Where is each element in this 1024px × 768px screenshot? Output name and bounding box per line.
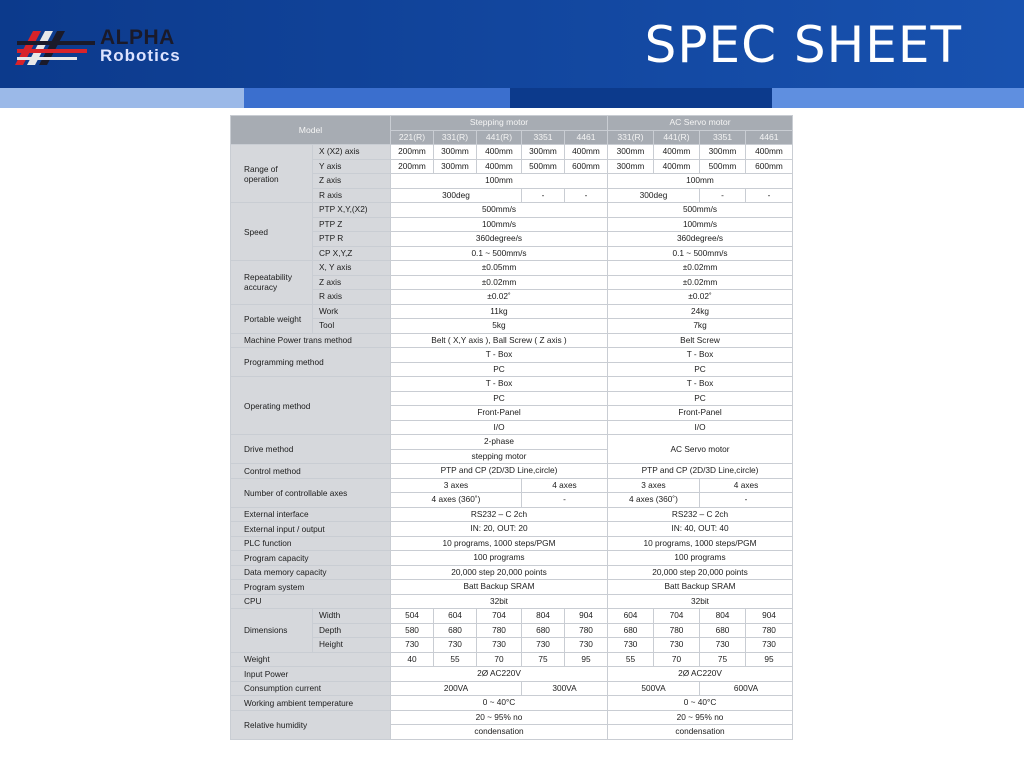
stepping-motor-header: Stepping motor	[391, 116, 608, 131]
category-label: External interface	[231, 507, 391, 522]
table-cell: 300deg	[608, 188, 700, 203]
table-cell: -	[522, 493, 608, 508]
category-label: Weight	[231, 652, 391, 667]
table-cell: 400mm	[565, 145, 608, 160]
header-band-2	[244, 88, 510, 108]
model-name: 221(R)	[391, 130, 434, 145]
table-cell: 300mm	[608, 145, 654, 160]
page-title: SPEC SHEET	[644, 16, 962, 74]
table-cell: -	[746, 188, 793, 203]
sub-label: X (X2) axis	[313, 145, 391, 160]
table-cell: 0.1 ~ 500mm/s	[608, 246, 793, 261]
table-cell: 804	[522, 609, 565, 624]
table-cell: condensation	[608, 725, 793, 740]
table-row	[231, 478, 793, 493]
table-row	[231, 348, 793, 363]
brand-name	[100, 26, 220, 65]
table-row	[231, 188, 793, 203]
table-row	[231, 261, 793, 276]
table-cell: 730	[746, 638, 793, 653]
table-cell: 730	[700, 638, 746, 653]
category-label: CPU	[231, 594, 391, 609]
category-label: Program system	[231, 580, 391, 595]
table-cell: 300mm	[522, 145, 565, 160]
table-cell: 704	[477, 609, 522, 624]
table-cell: 730	[391, 638, 434, 653]
table-cell: 730	[654, 638, 700, 653]
table-cell: 600mm	[746, 159, 793, 174]
category-label: Control method	[231, 464, 391, 479]
table-cell: 70	[477, 652, 522, 667]
sub-label: R axis	[313, 290, 391, 305]
table-cell: Front-Panel	[391, 406, 608, 421]
table-row	[231, 609, 793, 624]
sub-label: Tool	[313, 319, 391, 334]
table-row	[231, 652, 793, 667]
table-cell: 75	[700, 652, 746, 667]
table-cell: 200VA	[391, 681, 522, 696]
table-cell: 200mm	[391, 159, 434, 174]
category-label: Programming method	[231, 348, 391, 377]
table-cell: 4 axes (360˚)	[608, 493, 700, 508]
sub-label: Depth	[313, 623, 391, 638]
table-row	[231, 116, 793, 131]
table-cell: 3 axes	[391, 478, 522, 493]
table-cell: 360degree/s	[391, 232, 608, 247]
table-cell: 580	[391, 623, 434, 638]
model-name: 4461	[565, 130, 608, 145]
table-row	[231, 696, 793, 711]
table-cell: 904	[746, 609, 793, 624]
table-cell: 500mm	[700, 159, 746, 174]
sub-label: X, Y axis	[313, 261, 391, 276]
table-cell: 100mm/s	[391, 217, 608, 232]
table-cell: ±0.02mm	[608, 275, 793, 290]
table-cell: 55	[608, 652, 654, 667]
category-label: Data memory capacity	[231, 565, 391, 580]
model-header: Model	[231, 116, 391, 145]
header-band-4	[772, 88, 1024, 108]
table-cell: PC	[608, 362, 793, 377]
table-cell: 680	[608, 623, 654, 638]
table-cell: 780	[477, 623, 522, 638]
table-cell: 20 ~ 95% no	[608, 710, 793, 725]
table-cell: ±0.02˚	[391, 290, 608, 305]
table-cell: 2Ø AC220V	[391, 667, 608, 682]
table-cell: 500mm/s	[391, 203, 608, 218]
sub-label: Width	[313, 609, 391, 624]
table-cell: 604	[608, 609, 654, 624]
table-cell: PC	[391, 362, 608, 377]
table-cell: 504	[391, 609, 434, 624]
table-row	[231, 232, 793, 247]
sub-label: Y axis	[313, 159, 391, 174]
category-label: External input / output	[231, 522, 391, 537]
table-row	[231, 667, 793, 682]
brand-name-line1: ALPHA	[100, 26, 175, 49]
table-row	[231, 681, 793, 696]
table-cell: 804	[700, 609, 746, 624]
table-row	[231, 203, 793, 218]
category-label: Operating method	[231, 377, 391, 435]
table-cell: 704	[654, 609, 700, 624]
table-cell: T - Box	[391, 348, 608, 363]
table-cell: -	[522, 188, 565, 203]
table-cell: 24kg	[608, 304, 793, 319]
table-cell: 2-phase	[391, 435, 608, 450]
table-cell: 20 ~ 95% no	[391, 710, 608, 725]
model-name: 441(R)	[477, 130, 522, 145]
table-row	[231, 174, 793, 189]
table-cell: stepping motor	[391, 449, 608, 464]
category-label: Consumption current	[231, 681, 391, 696]
table-cell: Belt Screw	[608, 333, 793, 348]
table-cell: 100mm	[391, 174, 608, 189]
table-cell: PC	[608, 391, 793, 406]
slide-header	[0, 0, 1024, 88]
table-row	[231, 551, 793, 566]
table-cell: 2Ø AC220V	[608, 667, 793, 682]
table-row	[231, 536, 793, 551]
table-cell: 500VA	[608, 681, 700, 696]
table-row	[231, 275, 793, 290]
table-row	[231, 377, 793, 392]
category-label: Input Power	[231, 667, 391, 682]
category-label: PLC function	[231, 536, 391, 551]
table-cell: 730	[608, 638, 654, 653]
table-cell: 100mm/s	[608, 217, 793, 232]
category-label: Machine Power trans method	[231, 333, 391, 348]
table-cell: AC Servo motor	[608, 435, 793, 464]
sub-label: Height	[313, 638, 391, 653]
table-cell: Belt ( X,Y axis ), Ball Screw ( Z axis )	[391, 333, 608, 348]
alpha-robotics-logo-icon	[15, 27, 95, 67]
table-cell: PTP and CP (2D/3D Line,circle)	[391, 464, 608, 479]
table-cell: -	[700, 188, 746, 203]
category-label: Dimensions	[231, 609, 313, 653]
table-cell: Batt Backup SRAM	[608, 580, 793, 595]
table-cell: 400mm	[654, 159, 700, 174]
table-cell: 5kg	[391, 319, 608, 334]
table-cell: Front-Panel	[608, 406, 793, 421]
table-cell: 400mm	[477, 145, 522, 160]
table-row	[231, 217, 793, 232]
category-label: Repeatability accuracy	[231, 261, 313, 305]
table-cell: 680	[522, 623, 565, 638]
table-row	[231, 246, 793, 261]
table-cell: -	[700, 493, 793, 508]
table-cell: 20,000 step 20,000 points	[391, 565, 608, 580]
table-cell: ±0.02mm	[391, 275, 608, 290]
table-cell: 360degree/s	[608, 232, 793, 247]
table-cell: 300VA	[522, 681, 608, 696]
table-cell: I/O	[391, 420, 608, 435]
table-row	[231, 319, 793, 334]
table-cell: 600VA	[700, 681, 793, 696]
table-cell: 75	[522, 652, 565, 667]
table-cell: 0 ~ 40°C	[391, 696, 608, 711]
table-cell: 100 programs	[391, 551, 608, 566]
category-label: Program capacity	[231, 551, 391, 566]
table-row	[231, 333, 793, 348]
model-name: 3351	[522, 130, 565, 145]
table-cell: 4 axes (360˚)	[391, 493, 522, 508]
sub-label: R axis	[313, 188, 391, 203]
sub-label: PTP Z	[313, 217, 391, 232]
table-cell: 95	[746, 652, 793, 667]
table-cell: PC	[391, 391, 608, 406]
table-cell: RS232 – C 2ch	[608, 507, 793, 522]
table-cell: IN: 20, OUT: 20	[391, 522, 608, 537]
sub-label: Z axis	[313, 174, 391, 189]
table-cell: 32bit	[391, 594, 608, 609]
spec-sheet	[230, 115, 792, 740]
header-band-1	[0, 88, 244, 108]
table-cell: 3 axes	[608, 478, 700, 493]
model-name: 331(R)	[608, 130, 654, 145]
category-label: Relative humidity	[231, 710, 391, 739]
table-cell: 0 ~ 40°C	[608, 696, 793, 711]
table-cell: 600mm	[565, 159, 608, 174]
table-cell: 500mm	[522, 159, 565, 174]
table-cell: 780	[565, 623, 608, 638]
table-cell: 4 axes	[700, 478, 793, 493]
table-cell: 780	[654, 623, 700, 638]
table-cell: 680	[700, 623, 746, 638]
category-label: Working ambient temperature	[231, 696, 391, 711]
table-cell: 730	[434, 638, 477, 653]
table-cell: ±0.05mm	[391, 261, 608, 276]
table-cell: 4 axes	[522, 478, 608, 493]
table-cell: 400mm	[746, 145, 793, 160]
table-cell: 300mm	[434, 145, 477, 160]
table-cell: PTP and CP (2D/3D Line,circle)	[608, 464, 793, 479]
sub-label: Work	[313, 304, 391, 319]
table-cell: 904	[565, 609, 608, 624]
sub-label: PTP R	[313, 232, 391, 247]
ac-servo-motor-header: AC Servo motor	[608, 116, 793, 131]
table-cell: 70	[654, 652, 700, 667]
brand-name-line2: Robotics	[100, 46, 181, 65]
table-cell: 11kg	[391, 304, 608, 319]
table-cell: 200mm	[391, 145, 434, 160]
sub-label: Z axis	[313, 275, 391, 290]
table-cell: 20,000 step 20,000 points	[608, 565, 793, 580]
table-cell: T - Box	[608, 377, 793, 392]
table-row	[231, 507, 793, 522]
table-cell: -	[565, 188, 608, 203]
table-cell: T - Box	[391, 377, 608, 392]
table-cell: Batt Backup SRAM	[391, 580, 608, 595]
table-cell: 300mm	[700, 145, 746, 160]
table-cell: condensation	[391, 725, 608, 740]
spec-table	[230, 115, 793, 740]
table-cell: 400mm	[477, 159, 522, 174]
table-row	[231, 435, 793, 450]
table-row	[231, 159, 793, 174]
table-row	[231, 623, 793, 638]
category-label: Number of controllable axes	[231, 478, 391, 507]
table-cell: I/O	[608, 420, 793, 435]
category-label: Portable weight	[231, 304, 313, 333]
category-label: Range of operation	[231, 145, 313, 203]
model-name: 441(R)	[654, 130, 700, 145]
table-row	[231, 580, 793, 595]
table-row	[231, 594, 793, 609]
table-cell: 7kg	[608, 319, 793, 334]
category-label: Speed	[231, 203, 313, 261]
table-row	[231, 304, 793, 319]
model-name: 4461	[746, 130, 793, 145]
table-cell: 730	[565, 638, 608, 653]
table-cell: 300deg	[391, 188, 522, 203]
category-label: Drive method	[231, 435, 391, 464]
table-cell: 0.1 ~ 500mm/s	[391, 246, 608, 261]
table-cell: 730	[522, 638, 565, 653]
table-cell: ±0.02mm	[608, 261, 793, 276]
table-cell: 10 programs, 1000 steps/PGM	[391, 536, 608, 551]
table-row	[231, 522, 793, 537]
table-cell: 780	[746, 623, 793, 638]
table-cell: 500mm/s	[608, 203, 793, 218]
table-cell: 10 programs, 1000 steps/PGM	[608, 536, 793, 551]
sub-label: CP X,Y,Z	[313, 246, 391, 261]
table-cell: 730	[477, 638, 522, 653]
table-cell: 400mm	[654, 145, 700, 160]
table-cell: 100mm	[608, 174, 793, 189]
header-band-3	[510, 88, 772, 108]
sub-label: PTP X,Y,(X2)	[313, 203, 391, 218]
table-cell: T - Box	[608, 348, 793, 363]
table-cell: 95	[565, 652, 608, 667]
table-row	[231, 464, 793, 479]
table-row	[231, 290, 793, 305]
table-row	[231, 710, 793, 725]
table-cell: ±0.02˚	[608, 290, 793, 305]
model-name: 331(R)	[434, 130, 477, 145]
table-cell: RS232 – C 2ch	[391, 507, 608, 522]
table-row	[231, 638, 793, 653]
table-cell: 40	[391, 652, 434, 667]
table-cell: 604	[434, 609, 477, 624]
table-cell: 100 programs	[608, 551, 793, 566]
table-row	[231, 565, 793, 580]
table-cell: IN: 40, OUT: 40	[608, 522, 793, 537]
table-cell: 680	[434, 623, 477, 638]
table-cell: 32bit	[608, 594, 793, 609]
table-cell: 300mm	[608, 159, 654, 174]
table-cell: 300mm	[434, 159, 477, 174]
table-cell: 55	[434, 652, 477, 667]
model-name: 3351	[700, 130, 746, 145]
table-row	[231, 145, 793, 160]
